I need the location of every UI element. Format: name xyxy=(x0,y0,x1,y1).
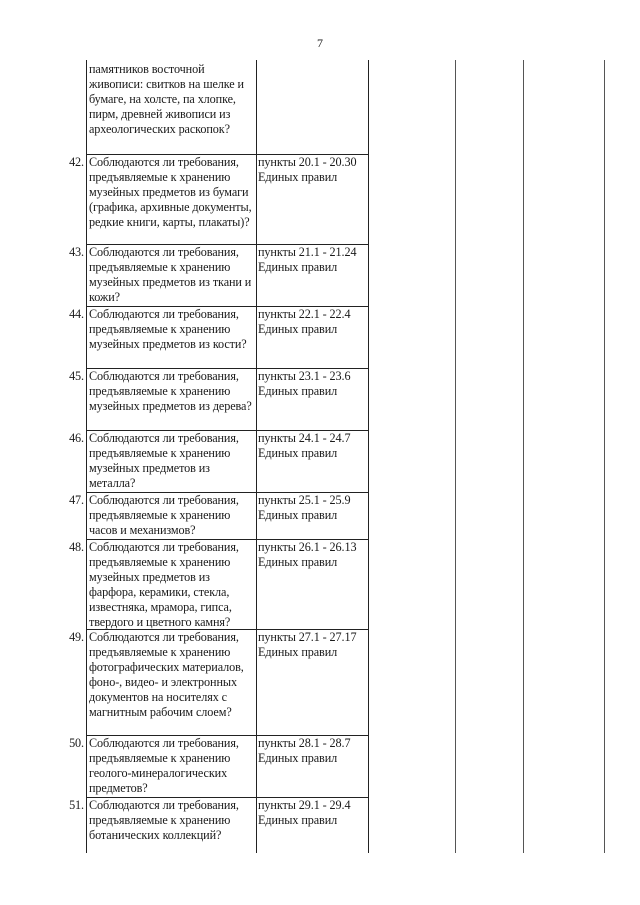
row-reference: пункты 22.1 - 22.4 Единых правил xyxy=(258,307,351,336)
row-number: 45. xyxy=(69,369,84,383)
row-question: Соблюдаются ли требования, предъявляемые к хранению геолого-минералогических предметов? xyxy=(89,736,239,795)
row-question: Соблюдаются ли требования, предъявляемые к хранению фотографических материалов, фоно-, видео- и электронных документов на носителях с магнитным рабочим слоем? xyxy=(89,630,244,719)
row-reference: пункты 23.1 - 23.6 Единых правил xyxy=(258,369,351,398)
column-divider-2 xyxy=(523,60,524,853)
row-question: Соблюдаются ли требования, предъявляемые к хранению музейных предметов из металла? xyxy=(89,431,239,490)
row-reference: пункты 29.1 - 29.4 Единых правил xyxy=(258,798,351,827)
row-question: Соблюдаются ли требования, предъявляемые к хранению музейных предметов из фарфора, керамики, стекла, известняка, мрамора, гипса, твердого и цветного камня? xyxy=(89,540,239,629)
row-number: 44. xyxy=(69,307,84,321)
row-question: Соблюдаются ли требования, предъявляемые к хранению музейных предметов из кости? xyxy=(89,307,247,351)
row-number: 51. xyxy=(69,798,84,812)
continuation-text: памятников восточной живописи: свитков на шелке и бумаге, на холсте, па хлопке, пирм, древней живописи из археологических раскопок? xyxy=(89,62,244,136)
row-reference: пункты 25.1 - 25.9 Единых правил xyxy=(258,493,351,522)
row-question: Соблюдаются ли требования, предъявляемые к хранению музейных предметов из дерева? xyxy=(89,369,252,413)
row-reference: пункты 28.1 - 28.7 Единых правил xyxy=(258,736,351,765)
row-question: Соблюдаются ли требования, предъявляемые к хранению музейных предметов из бумаги (графика, архивные документы, редкие книги, карты, плакаты)? xyxy=(89,155,252,229)
row-reference: пункты 27.1 - 27.17 Единых правил xyxy=(258,630,357,659)
row-reference: пункты 21.1 - 21.24 Единых правил xyxy=(258,245,357,274)
page-number: 7 xyxy=(317,36,323,50)
column-divider-reference xyxy=(368,60,369,853)
row-reference: пункты 20.1 - 20.30 Единых правил xyxy=(258,155,357,184)
column-divider-1 xyxy=(455,60,456,853)
row-question: Соблюдаются ли требования, предъявляемые к хранению часов и механизмов? xyxy=(89,493,239,537)
row-question: Соблюдаются ли требования, предъявляемые к хранению ботанических коллекций? xyxy=(89,798,239,842)
row-reference: пункты 26.1 - 26.13 Единых правил xyxy=(258,540,357,569)
row-number: 47. xyxy=(69,493,84,507)
row-number: 49. xyxy=(69,630,84,644)
column-divider-3 xyxy=(604,60,605,853)
row-number: 48. xyxy=(69,540,84,554)
row-reference: пункты 24.1 - 24.7 Единых правил xyxy=(258,431,351,460)
row-question: Соблюдаются ли требования, предъявляемые к хранению музейных предметов из ткани и кожи? xyxy=(89,245,252,304)
row-number: 46. xyxy=(69,431,84,445)
row-number: 50. xyxy=(69,736,84,750)
row-number: 43. xyxy=(69,245,84,259)
row-number: 42. xyxy=(69,155,84,169)
